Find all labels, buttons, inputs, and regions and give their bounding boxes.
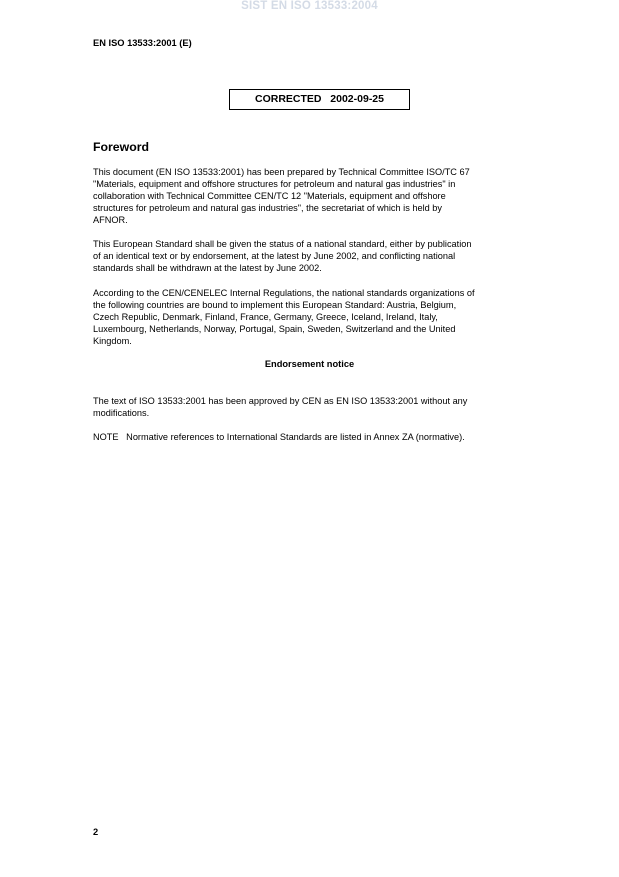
text-line: The text of ISO 13533:2001 has been approved by CEN as EN ISO 13533:2001 without any <box>93 396 468 406</box>
text-line: of an identical text or by endorsement, at the latest by June 2002, and conflicting national <box>93 251 456 262</box>
document-id-header: EN ISO 13533:2001 (E) <box>93 38 192 48</box>
foreword-heading: Foreword <box>93 140 150 154</box>
text-line: structures for petroleum and natural gas industries", the secretariat of which is held by <box>93 203 442 214</box>
corrected-box <box>229 89 410 110</box>
foreword-paragraph-3 <box>93 287 533 347</box>
page-number: 2 <box>93 827 99 837</box>
text-line: the following countries are bound to implement this European Standard: Austria, Belgium, <box>93 300 457 311</box>
text-line: Luxembourg, Netherlands, Norway, Portugal, Spain, Sweden, Switzerland and the United <box>93 324 456 335</box>
endorsement-heading: Endorsement notice <box>264 359 355 369</box>
corrected-label: CORRECTED <box>255 93 322 105</box>
text-line: Czech Republic, Denmark, Finland, France, Germany, Greece, Iceland, Ireland, Italy, <box>93 312 438 323</box>
text-line: This European Standard shall be given the status of a national standard, either by publication <box>93 239 472 249</box>
text-line: "Materials, equipment and offshore structures for petroleum and natural gas industries" in <box>93 179 456 190</box>
text-line: According to the CEN/CENELEC Internal Regulations, the national standards organizations of <box>93 288 475 298</box>
watermark: SIST EN ISO 13533:2004 <box>241 0 378 12</box>
corrected-date: 2002-09-25 <box>330 93 384 105</box>
endorsement-paragraph <box>93 395 533 419</box>
text-line: This document (EN ISO 13533:2001) has been prepared by Technical Committee ISO/TC 67 <box>93 167 470 177</box>
text-line: modifications. <box>93 408 150 419</box>
text-line: collaboration with Technical Committee CEN/TC 12 "Materials, equipment and offshore <box>93 191 446 202</box>
normative-note: NOTE Normative references to International Standards are listed in Annex ZA (normative). <box>93 432 465 442</box>
foreword-paragraph-2 <box>93 238 533 274</box>
foreword-paragraph-1 <box>93 166 533 226</box>
text-line: Kingdom. <box>93 336 132 347</box>
text-line: standards shall be withdrawn at the latest by June 2002. <box>93 263 322 274</box>
text-line: AFNOR. <box>93 215 128 226</box>
